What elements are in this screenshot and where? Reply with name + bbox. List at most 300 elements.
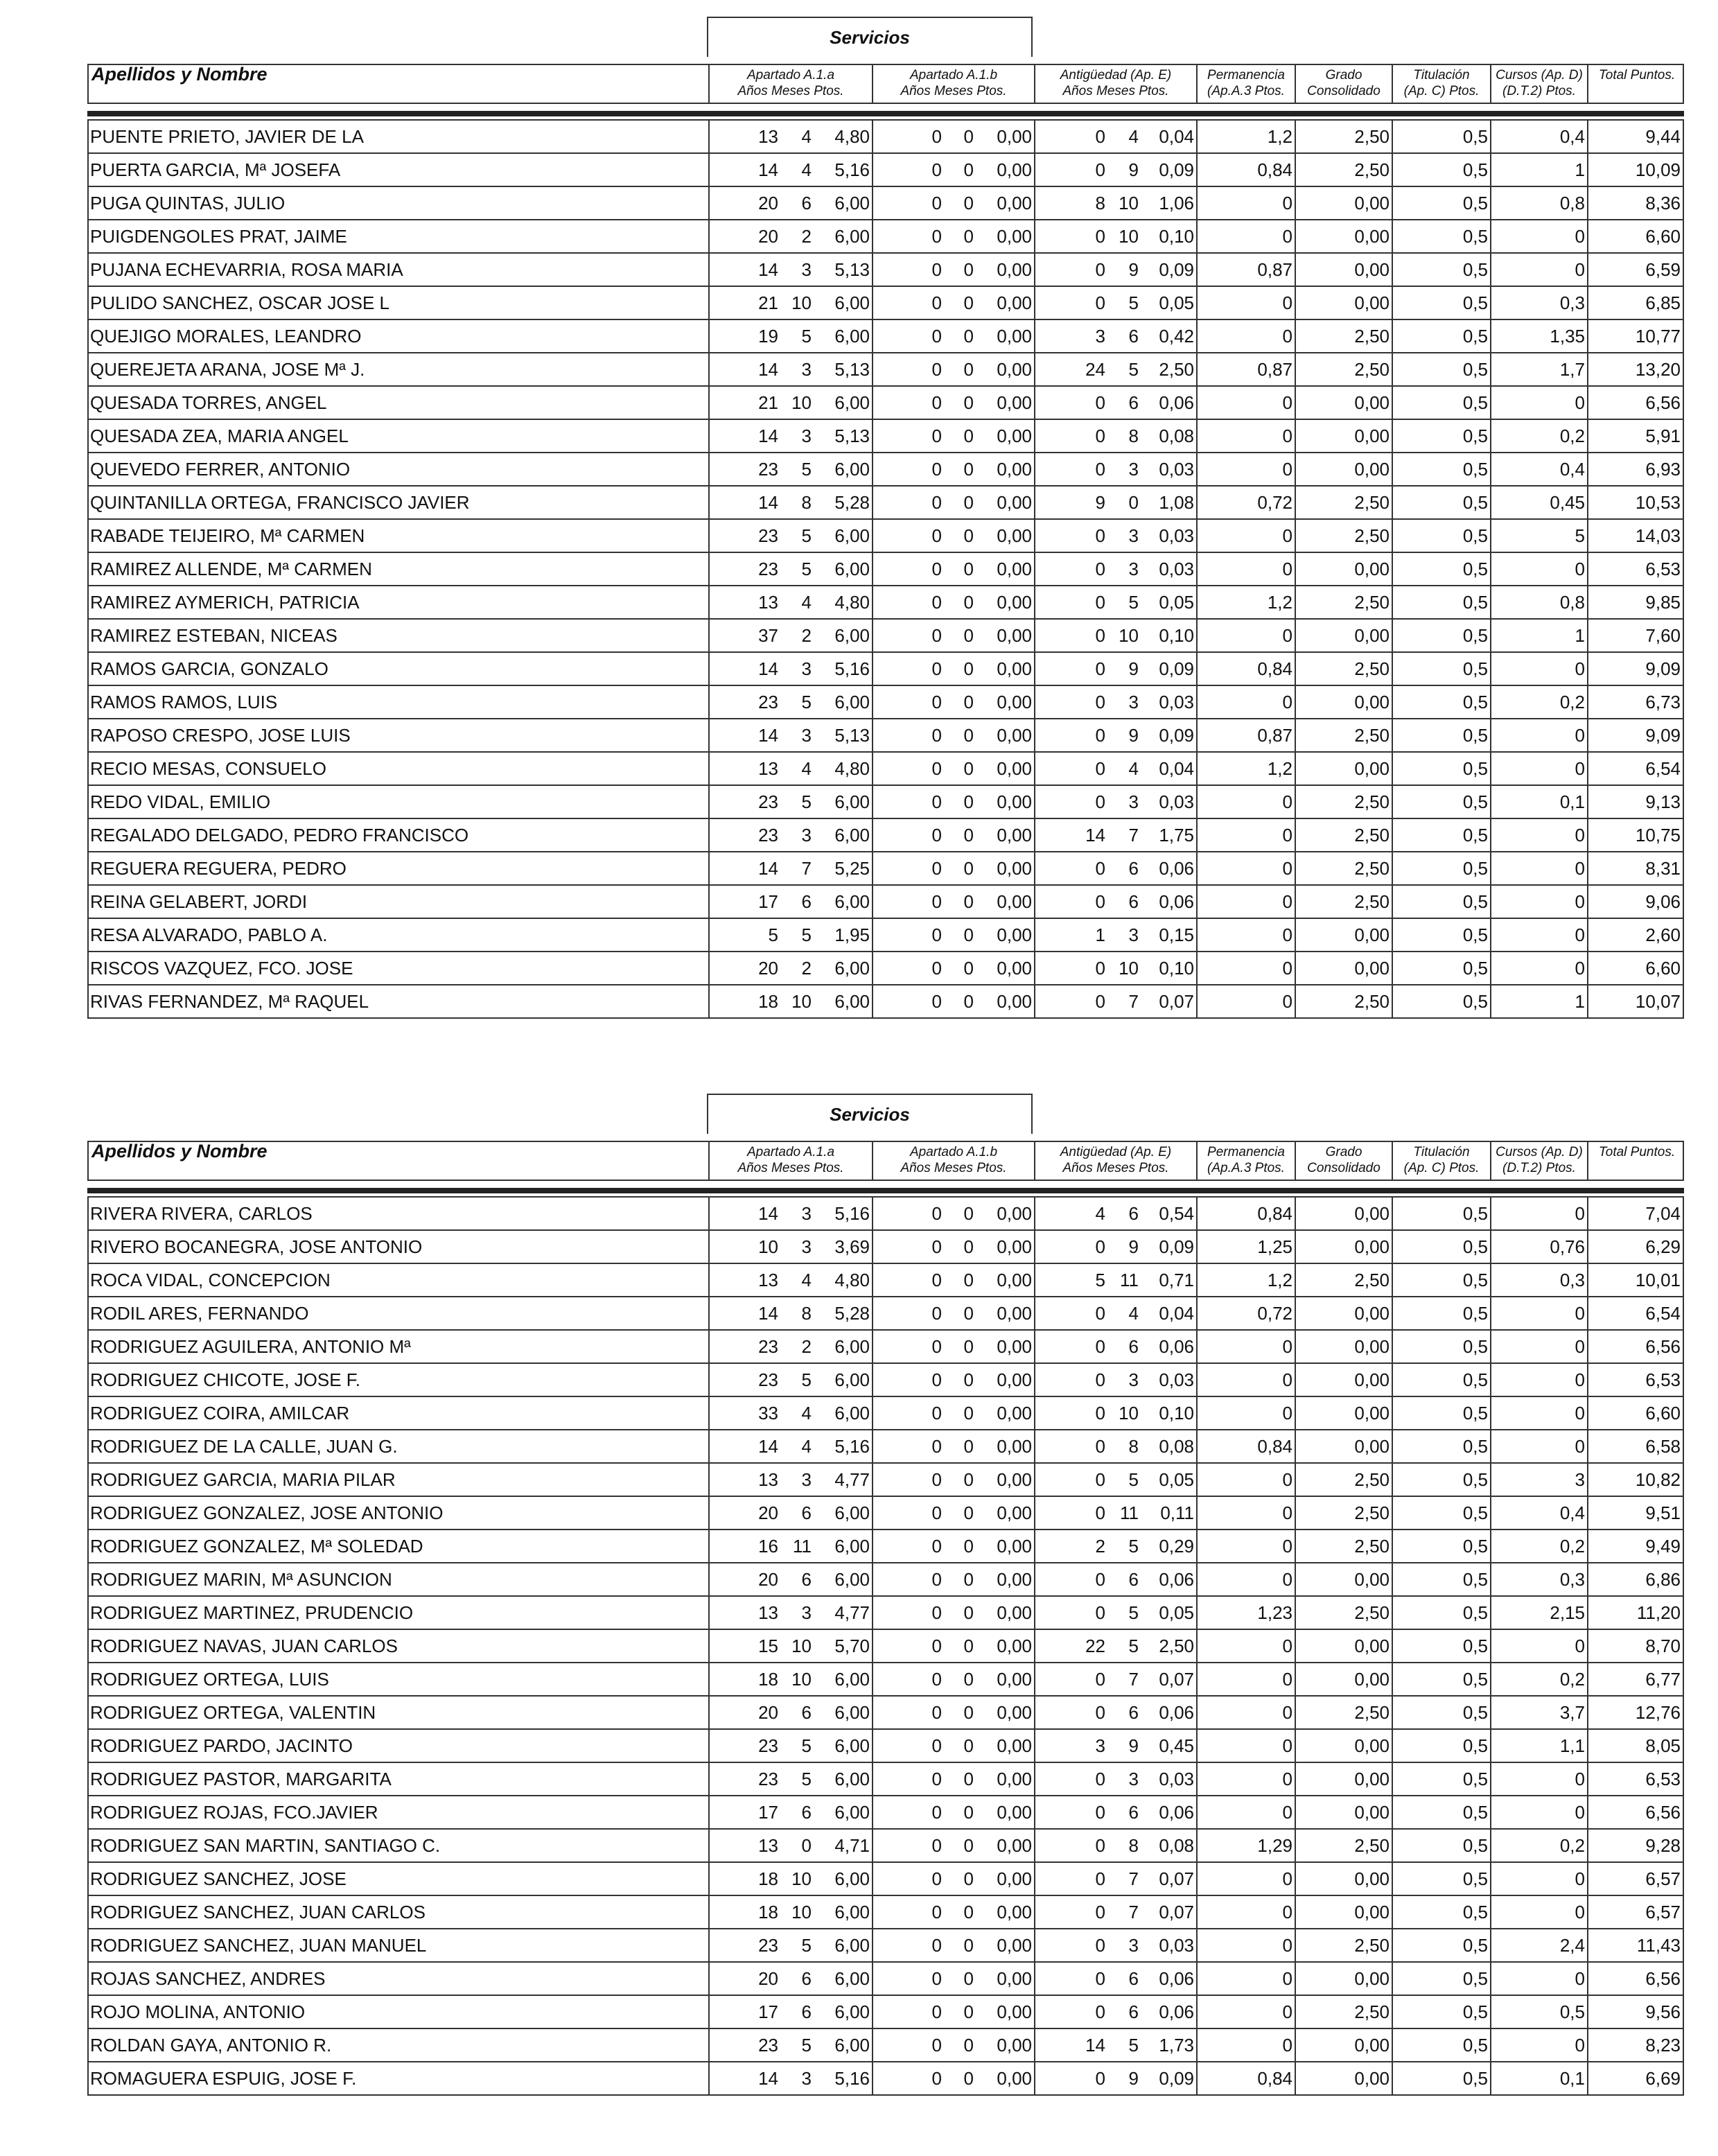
col-cursos-header: Cursos (Ap. D) (D.T.2) Ptos. — [1490, 65, 1587, 103]
cell-ant-months: 9 — [1128, 259, 1139, 280]
cell-a1a-points: 4,71 — [834, 1835, 870, 1856]
cell-titulacion: 0,5 — [1392, 254, 1490, 286]
cell-permanencia: 0 — [1196, 1331, 1295, 1362]
cell-name: RECIO MESAS, CONSUELO — [90, 758, 326, 779]
cell-ant-points: 0,11 — [1160, 1502, 1194, 1523]
table-row — [89, 220, 1683, 254]
table-row — [89, 1264, 1683, 1297]
col-titulacion-header: Titulación (Ap. C) Ptos. — [1392, 1142, 1490, 1180]
cell-a1a-years: 14 — [708, 353, 780, 385]
cell-a1a-months: 5 — [801, 2035, 812, 2056]
cell-cursos: 0 — [1490, 653, 1587, 685]
cell-cursos: 0,5 — [1490, 1996, 1587, 2028]
cell-a1a-points: 6,00 — [834, 1935, 870, 1956]
cell-grado: 2,50 — [1295, 487, 1392, 518]
cell-a1b-years: 0 — [872, 220, 944, 252]
cell-name: QUESADA ZEA, MARIA ANGEL — [90, 426, 349, 446]
cell-ant-years: 3 — [1034, 320, 1107, 352]
cell-ant-months: 8 — [1128, 1835, 1139, 1856]
cell-name: RAPOSO CRESPO, JOSE LUIS — [90, 725, 351, 746]
cell-ant-points: 0,05 — [1159, 592, 1194, 613]
table-row — [89, 1597, 1683, 1630]
cell-grado: 2,50 — [1295, 520, 1392, 552]
col-name-header: Apellidos y Nombre — [91, 64, 268, 85]
cell-a1a-years: 17 — [708, 1796, 780, 1828]
cell-titulacion: 0,5 — [1392, 1929, 1490, 1961]
cell-total: 10,82 — [1587, 1464, 1683, 1496]
cell-cursos: 0 — [1490, 719, 1587, 751]
cell-name: QUINTANILLA ORTEGA, FRANCISCO JAVIER — [90, 492, 470, 513]
cell-permanencia: 1,2 — [1196, 121, 1295, 152]
cell-ant-months: 11 — [1120, 1502, 1139, 1523]
cell-name: PUJANA ECHEVARRIA, ROSA MARIA — [90, 259, 403, 280]
cell-ant-years: 0 — [1034, 1763, 1107, 1795]
cell-ant-years: 0 — [1034, 1497, 1107, 1529]
cell-cursos: 0 — [1490, 1364, 1587, 1396]
cell-total: 9,09 — [1587, 719, 1683, 751]
cell-a1a-points: 6,00 — [834, 991, 870, 1012]
cell-permanencia: 0 — [1196, 1663, 1295, 1695]
cell-cursos: 0 — [1490, 1430, 1587, 1462]
cell-a1b-points: 0,00 — [997, 359, 1032, 380]
cell-name: RODRIGUEZ PASTOR, MARGARITA — [90, 1769, 392, 1789]
cell-a1a-points: 6,00 — [834, 1968, 870, 1989]
cell-a1a-months: 10 — [791, 1902, 812, 1922]
cell-grado: 0,00 — [1295, 1730, 1392, 1762]
cell-total: 6,57 — [1587, 1896, 1683, 1928]
cell-a1b-points: 0,00 — [997, 958, 1032, 979]
cell-titulacion: 0,5 — [1392, 620, 1490, 651]
table-row — [89, 686, 1683, 719]
cell-grado: 2,50 — [1295, 985, 1392, 1017]
cell-ant-months: 6 — [1128, 1968, 1139, 1989]
cell-cursos: 0,3 — [1490, 1563, 1587, 1595]
cell-ant-years: 8 — [1034, 187, 1107, 219]
cell-a1b-months: 0 — [963, 1203, 974, 1224]
cell-ant-years: 0 — [1034, 653, 1107, 685]
cell-ant-months: 5 — [1128, 1602, 1139, 1623]
cell-ant-points: 0,04 — [1159, 1303, 1194, 1324]
cell-permanencia: 0,84 — [1196, 1198, 1295, 1229]
cell-grado: 0,00 — [1295, 952, 1392, 984]
cell-titulacion: 0,5 — [1392, 353, 1490, 385]
cell-a1a-points: 5,16 — [834, 2068, 870, 2089]
cell-ant-points: 0,06 — [1159, 2001, 1194, 2022]
cell-a1b-points: 0,00 — [997, 2001, 1032, 2022]
cell-permanencia: 0 — [1196, 420, 1295, 452]
table-row — [89, 1231, 1683, 1264]
cell-grado: 0,00 — [1295, 1231, 1392, 1263]
cell-a1b-months: 0 — [963, 2035, 974, 2056]
cell-titulacion: 0,5 — [1392, 220, 1490, 252]
cell-a1a-years: 5 — [708, 919, 780, 951]
cell-ant-points: 1,73 — [1159, 2035, 1194, 2056]
cell-total: 2,60 — [1587, 919, 1683, 951]
cell-a1b-points: 0,00 — [997, 1536, 1032, 1557]
cell-name: RAMOS RAMOS, LUIS — [90, 692, 278, 712]
cell-permanencia: 0 — [1196, 187, 1295, 219]
cell-a1a-points: 4,80 — [834, 592, 870, 613]
cell-a1b-years: 0 — [872, 1397, 944, 1429]
cell-grado: 2,50 — [1295, 121, 1392, 152]
cell-ant-months: 7 — [1128, 825, 1139, 845]
cell-ant-years: 4 — [1034, 1198, 1107, 1229]
cell-a1a-months: 10 — [791, 1669, 812, 1690]
cell-name: RODRIGUEZ COIRA, AMILCAR — [90, 1403, 350, 1423]
cell-a1b-years: 0 — [872, 154, 944, 186]
cell-ant-months: 10 — [1119, 193, 1139, 213]
cell-permanencia: 0 — [1196, 1497, 1295, 1529]
cell-a1b-months: 0 — [963, 259, 974, 280]
cell-a1b-months: 0 — [963, 1935, 974, 1956]
cell-ant-years: 0 — [1034, 1996, 1107, 2028]
cell-a1b-points: 0,00 — [997, 226, 1032, 247]
cell-grado: 2,50 — [1295, 320, 1392, 352]
cell-ant-months: 9 — [1128, 1735, 1139, 1756]
table-row — [89, 420, 1683, 453]
cell-ant-years: 0 — [1034, 387, 1107, 419]
cell-grado: 0,00 — [1295, 753, 1392, 785]
cell-a1a-months: 5 — [801, 692, 812, 712]
cell-titulacion: 0,5 — [1392, 453, 1490, 485]
cell-ant-points: 0,71 — [1159, 1270, 1194, 1290]
table-row — [89, 553, 1683, 586]
cell-a1b-years: 0 — [872, 553, 944, 585]
cell-a1a-points: 5,25 — [834, 858, 870, 879]
cell-a1a-months: 7 — [801, 858, 812, 879]
cell-ant-points: 0,03 — [1159, 459, 1194, 480]
cell-ant-years: 0 — [1034, 1397, 1107, 1429]
cell-a1b-months: 0 — [963, 2001, 974, 2022]
cell-grado: 0,00 — [1295, 1364, 1392, 1396]
cell-ant-months: 5 — [1128, 1469, 1139, 1490]
cell-a1b-months: 0 — [963, 226, 974, 247]
cell-grado: 0,00 — [1295, 1397, 1392, 1429]
cell-total: 6,86 — [1587, 1563, 1683, 1595]
cell-permanencia: 0 — [1196, 919, 1295, 951]
cell-permanencia: 0 — [1196, 686, 1295, 718]
cell-total: 10,09 — [1587, 154, 1683, 186]
cell-total: 8,05 — [1587, 1730, 1683, 1762]
cell-cursos: 1,1 — [1490, 1730, 1587, 1762]
cell-titulacion: 0,5 — [1392, 287, 1490, 319]
cell-grado: 2,50 — [1295, 1464, 1392, 1496]
cell-ant-years: 0 — [1034, 1464, 1107, 1496]
cell-ant-points: 0,05 — [1159, 1469, 1194, 1490]
cell-total: 6,29 — [1587, 1231, 1683, 1263]
cell-titulacion: 0,5 — [1392, 320, 1490, 352]
cell-cursos: 0 — [1490, 254, 1587, 286]
col-a1b-header: Apartado A.1.b Años Meses Ptos. — [872, 65, 1034, 103]
cell-ant-years: 0 — [1034, 1563, 1107, 1595]
cell-a1a-years: 37 — [708, 620, 780, 651]
cell-grado: 0,00 — [1295, 287, 1392, 319]
cell-a1b-months: 0 — [963, 2068, 974, 2089]
cell-ant-months: 9 — [1128, 2068, 1139, 2089]
cell-a1b-months: 0 — [963, 825, 974, 845]
cell-a1a-months: 6 — [801, 193, 812, 213]
cell-cursos: 0,1 — [1490, 786, 1587, 818]
cell-grado: 0,00 — [1295, 620, 1392, 651]
cell-titulacion: 0,5 — [1392, 2062, 1490, 2094]
cell-name: PUERTA GARCIA, Mª JOSEFA — [90, 159, 341, 180]
cell-name: PULIDO SANCHEZ, OSCAR JOSE L — [90, 292, 389, 313]
cell-grado: 2,50 — [1295, 786, 1392, 818]
cell-ant-months: 6 — [1128, 1569, 1139, 1590]
cell-a1a-years: 14 — [708, 1297, 780, 1329]
cell-permanencia: 0,72 — [1196, 1297, 1295, 1329]
cell-ant-years: 0 — [1034, 586, 1107, 618]
cell-ant-years: 14 — [1034, 819, 1107, 851]
cell-total: 6,73 — [1587, 686, 1683, 718]
cell-a1a-years: 20 — [708, 220, 780, 252]
cell-a1b-months: 0 — [963, 891, 974, 912]
cell-a1b-years: 0 — [872, 1364, 944, 1396]
cell-ant-points: 2,50 — [1159, 359, 1194, 380]
cell-a1b-points: 0,00 — [997, 1935, 1032, 1956]
cell-permanencia: 0,87 — [1196, 353, 1295, 385]
cell-a1b-months: 0 — [963, 1968, 974, 1989]
cell-name: ROCA VIDAL, CONCEPCION — [90, 1270, 331, 1290]
cell-cursos: 0 — [1490, 1630, 1587, 1662]
cell-ant-points: 0,08 — [1159, 1436, 1194, 1457]
cell-ant-months: 7 — [1128, 991, 1139, 1012]
cell-a1b-points: 0,00 — [997, 991, 1032, 1012]
table-row — [89, 1630, 1683, 1663]
cell-a1a-points: 6,00 — [834, 525, 870, 546]
column-header-row — [87, 64, 1684, 104]
cell-a1b-months: 0 — [963, 592, 974, 613]
cell-a1a-points: 6,00 — [834, 1802, 870, 1823]
cell-grado: 0,00 — [1295, 1297, 1392, 1329]
cell-ant-points: 0,06 — [1159, 392, 1194, 413]
cell-a1b-months: 0 — [963, 1369, 974, 1390]
cell-a1a-months: 4 — [801, 592, 812, 613]
cell-ant-months: 9 — [1128, 725, 1139, 746]
cell-total: 6,57 — [1587, 1863, 1683, 1895]
cell-ant-years: 0 — [1034, 1796, 1107, 1828]
cell-a1a-years: 23 — [708, 1730, 780, 1762]
cell-ant-points: 2,50 — [1159, 1636, 1194, 1656]
cell-name: RODRIGUEZ MARIN, Mª ASUNCION — [90, 1569, 392, 1590]
cell-ant-points: 0,06 — [1159, 858, 1194, 879]
cell-a1a-years: 14 — [708, 1430, 780, 1462]
cell-name: RAMOS GARCIA, GONZALO — [90, 658, 328, 679]
cell-grado: 0,00 — [1295, 1663, 1392, 1695]
cell-permanencia: 1,2 — [1196, 753, 1295, 785]
cell-a1b-months: 0 — [963, 1536, 974, 1557]
cell-ant-years: 24 — [1034, 353, 1107, 385]
cell-ant-months: 6 — [1128, 1802, 1139, 1823]
cell-total: 6,60 — [1587, 220, 1683, 252]
cell-grado: 0,00 — [1295, 919, 1392, 951]
cell-a1b-months: 0 — [963, 1403, 974, 1423]
cell-grado: 0,00 — [1295, 254, 1392, 286]
cell-name: RODRIGUEZ GONZALEZ, Mª SOLEDAD — [90, 1536, 423, 1557]
cell-name: RODRIGUEZ ROJAS, FCO.JAVIER — [90, 1802, 378, 1823]
cell-a1a-months: 3 — [801, 1203, 812, 1224]
cell-a1b-months: 0 — [963, 758, 974, 779]
cell-cursos: 1 — [1490, 620, 1587, 651]
cell-total: 9,06 — [1587, 886, 1683, 918]
cell-grado: 2,50 — [1295, 1530, 1392, 1562]
cell-grado: 2,50 — [1295, 719, 1392, 751]
cell-ant-years: 0 — [1034, 2062, 1107, 2094]
cell-titulacion: 0,5 — [1392, 1796, 1490, 1828]
cell-a1b-points: 0,00 — [997, 1469, 1032, 1490]
cell-ant-months: 9 — [1128, 159, 1139, 180]
cell-ant-months: 3 — [1128, 1935, 1139, 1956]
cell-ant-points: 0,05 — [1159, 292, 1194, 313]
cell-a1b-points: 0,00 — [997, 459, 1032, 480]
cell-a1b-years: 0 — [872, 1430, 944, 1462]
cell-a1b-years: 0 — [872, 1264, 944, 1296]
cell-ant-years: 0 — [1034, 420, 1107, 452]
cell-a1b-points: 0,00 — [997, 1769, 1032, 1789]
table-row — [89, 1364, 1683, 1397]
cell-cursos: 0 — [1490, 387, 1587, 419]
table-row — [89, 1796, 1683, 1830]
cell-a1a-months: 5 — [801, 559, 812, 579]
cell-a1b-points: 0,00 — [997, 1835, 1032, 1856]
cell-permanencia: 0 — [1196, 220, 1295, 252]
cell-cursos: 0,4 — [1490, 121, 1587, 152]
cell-a1b-points: 0,00 — [997, 758, 1032, 779]
cell-grado: 2,50 — [1295, 1597, 1392, 1629]
cell-ant-years: 0 — [1034, 719, 1107, 751]
cell-ant-months: 6 — [1128, 392, 1139, 413]
cell-ant-years: 0 — [1034, 985, 1107, 1017]
col-a1a-header: Apartado A.1.a Años Meses Ptos. — [708, 1142, 872, 1180]
table-row — [89, 985, 1683, 1019]
cell-a1a-points: 4,77 — [834, 1469, 870, 1490]
cell-a1b-months: 0 — [963, 1236, 974, 1257]
cell-ant-points: 0,03 — [1159, 1769, 1194, 1789]
cell-ant-years: 0 — [1034, 1697, 1107, 1728]
cell-permanencia: 1,23 — [1196, 1597, 1295, 1629]
cell-name: RIVAS FERNANDEZ, Mª RAQUEL — [90, 991, 369, 1012]
cell-cursos: 0,2 — [1490, 420, 1587, 452]
cell-ant-months: 6 — [1128, 1702, 1139, 1723]
cell-a1b-points: 0,00 — [997, 126, 1032, 147]
cell-ant-years: 0 — [1034, 1830, 1107, 1861]
cell-cursos: 0,4 — [1490, 1497, 1587, 1529]
cell-a1a-months: 4 — [801, 159, 812, 180]
cell-name: ROJAS SANCHEZ, ANDRES — [90, 1968, 326, 1989]
cell-name: ROMAGUERA ESPUIG, JOSE F. — [90, 2068, 357, 2089]
cell-permanencia: 0 — [1196, 1963, 1295, 1995]
table-row — [89, 487, 1683, 520]
cell-a1a-years: 14 — [708, 1198, 780, 1229]
cell-titulacion: 0,5 — [1392, 1331, 1490, 1362]
cell-a1a-points: 6,00 — [834, 2035, 870, 2056]
cell-a1a-months: 3 — [801, 359, 812, 380]
cell-a1a-months: 2 — [801, 625, 812, 646]
cell-grado: 0,00 — [1295, 420, 1392, 452]
cell-a1b-years: 0 — [872, 1896, 944, 1928]
cell-a1a-points: 5,13 — [834, 259, 870, 280]
cell-a1b-months: 0 — [963, 1769, 974, 1789]
cell-ant-years: 0 — [1034, 620, 1107, 651]
cell-total: 6,53 — [1587, 1763, 1683, 1795]
table-row — [89, 1730, 1683, 1763]
cell-titulacion: 0,5 — [1392, 1397, 1490, 1429]
col-a1b-header: Apartado A.1.b Años Meses Ptos. — [872, 1142, 1034, 1180]
cell-ant-months: 6 — [1128, 326, 1139, 347]
cell-ant-years: 0 — [1034, 1963, 1107, 1995]
cell-grado: 2,50 — [1295, 886, 1392, 918]
cell-a1a-years: 20 — [708, 1963, 780, 1995]
cell-name: RAMIREZ ALLENDE, Mª CARMEN — [90, 559, 372, 579]
cell-name: RODRIGUEZ SANCHEZ, JOSE — [90, 1868, 347, 1889]
cell-a1a-years: 23 — [708, 553, 780, 585]
cell-permanencia: 0 — [1196, 952, 1295, 984]
cell-name: ROLDAN GAYA, ANTONIO R. — [90, 2035, 332, 2056]
cell-titulacion: 0,5 — [1392, 819, 1490, 851]
cell-titulacion: 0,5 — [1392, 1863, 1490, 1895]
cell-ant-years: 0 — [1034, 154, 1107, 186]
cell-ant-points: 0,03 — [1159, 791, 1194, 812]
cell-a1a-months: 10 — [791, 392, 812, 413]
cell-ant-months: 3 — [1128, 1369, 1139, 1390]
cell-permanencia: 0 — [1196, 985, 1295, 1017]
cell-titulacion: 0,5 — [1392, 719, 1490, 751]
cell-a1a-years: 15 — [708, 1630, 780, 1662]
cell-name: PUENTE PRIETO, JAVIER DE LA — [90, 126, 364, 147]
cell-titulacion: 0,5 — [1392, 1231, 1490, 1263]
cell-a1b-months: 0 — [963, 126, 974, 147]
table-row — [89, 1563, 1683, 1597]
cell-a1a-years: 18 — [708, 1863, 780, 1895]
cell-ant-points: 0,07 — [1159, 1868, 1194, 1889]
cell-cursos: 0 — [1490, 2029, 1587, 2061]
cell-a1b-points: 0,00 — [997, 1569, 1032, 1590]
servicios-header: Servicios — [707, 17, 1033, 57]
cell-ant-points: 1,08 — [1159, 492, 1194, 513]
cell-ant-years: 0 — [1034, 520, 1107, 552]
cell-a1a-months: 6 — [801, 1968, 812, 1989]
cell-a1a-years: 20 — [708, 1697, 780, 1728]
cell-titulacion: 0,5 — [1392, 487, 1490, 518]
cell-grado: 0,00 — [1295, 1331, 1392, 1362]
cell-ant-months: 4 — [1128, 758, 1139, 779]
cell-a1a-years: 18 — [708, 1896, 780, 1928]
cell-a1a-months: 3 — [801, 259, 812, 280]
data-rows — [87, 121, 1684, 1019]
cell-a1b-months: 0 — [963, 193, 974, 213]
cell-permanencia: 0 — [1196, 387, 1295, 419]
cell-total: 6,56 — [1587, 387, 1683, 419]
col-permanencia-header: Permanencia (Ap.A.3 Ptos. — [1196, 65, 1295, 103]
col-antiguedad-header: Antigüedad (Ap. E) Años Meses Ptos. — [1034, 1142, 1196, 1180]
cell-a1b-months: 0 — [963, 1702, 974, 1723]
cell-permanencia: 0,84 — [1196, 154, 1295, 186]
cell-titulacion: 0,5 — [1392, 1996, 1490, 2028]
table-row — [89, 1896, 1683, 1929]
cell-cursos: 0,8 — [1490, 586, 1587, 618]
cell-a1b-points: 0,00 — [997, 1502, 1032, 1523]
cell-total: 6,69 — [1587, 2062, 1683, 2094]
cell-a1b-points: 0,00 — [997, 326, 1032, 347]
cell-a1b-years: 0 — [872, 1929, 944, 1961]
cell-a1a-years: 18 — [708, 1663, 780, 1695]
cell-a1a-years: 13 — [708, 121, 780, 152]
cell-titulacion: 0,5 — [1392, 387, 1490, 419]
table-row — [89, 1963, 1683, 1996]
cell-cursos: 0 — [1490, 1896, 1587, 1928]
cell-cursos: 2,4 — [1490, 1929, 1587, 1961]
cell-a1a-years: 13 — [708, 1830, 780, 1861]
